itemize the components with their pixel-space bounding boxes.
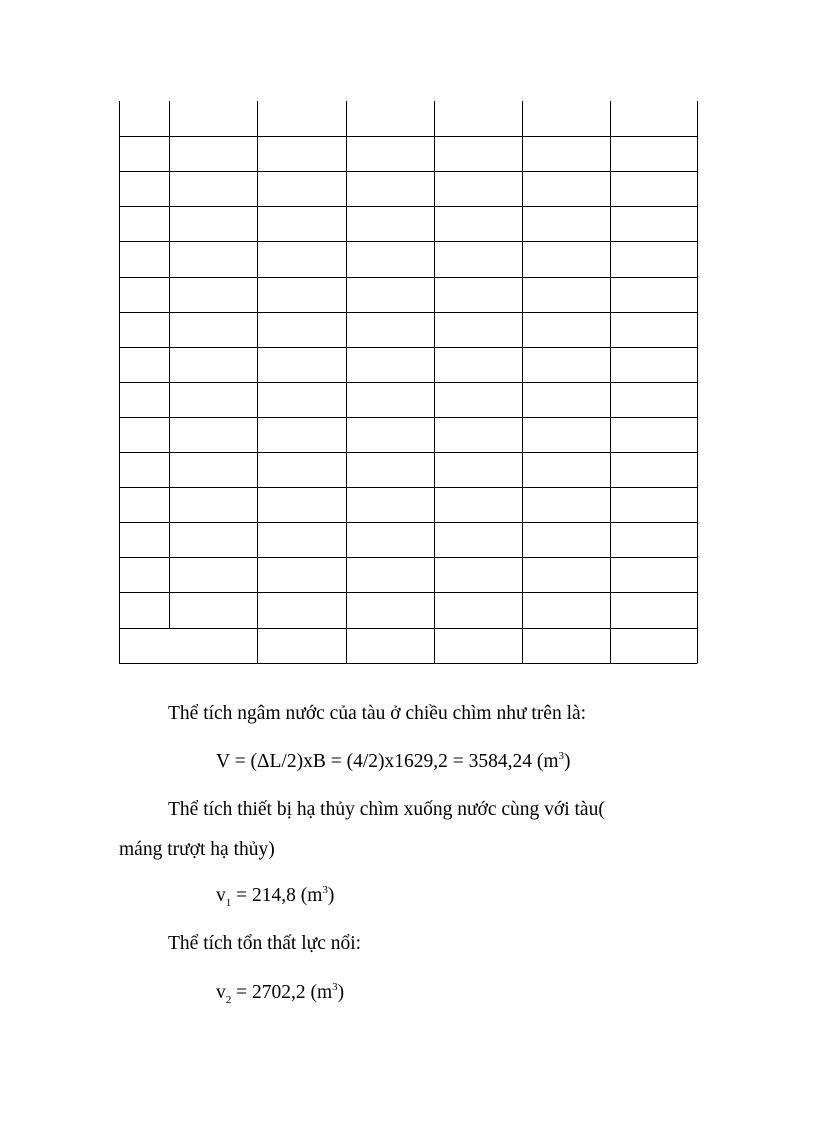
v2-symbol: v: [216, 982, 226, 1003]
v1-exponent: 3: [322, 884, 328, 896]
v1-tail: ): [327, 885, 335, 906]
formula-v-exponent: 3: [558, 750, 565, 762]
v2-tail: ): [337, 982, 345, 1003]
formula-v: [216, 752, 571, 772]
v2-value: = 2702,2 (m: [231, 982, 333, 1003]
formula-v1: [216, 884, 335, 909]
formula-v-text: V = (ΔL/2)xB = (4/2)x1629,2 = 3584,24 (m: [216, 751, 559, 772]
paragraph-launch-equipment: [168, 800, 605, 820]
formula-v-tail: ): [564, 751, 571, 772]
v1-subscript: 1: [225, 897, 232, 909]
paragraph-text: Thể tích tổn thất lực nổi:: [168, 933, 362, 954]
v1-symbol: v: [216, 885, 226, 906]
paragraph-text: Thể tích thiết bị hạ thủy chìm xuống nước cùng với tàu(: [168, 799, 605, 820]
paragraph-launch-equipment-cont: [119, 840, 275, 860]
v2-exponent: 3: [332, 981, 338, 993]
v2-subscript: 2: [225, 994, 232, 1006]
table-lines: [119, 101, 698, 664]
paragraph-buoyancy-loss: [168, 934, 361, 954]
paragraph-text: Thể tích ngâm nước của tàu ở chiều chìm như trên là:: [168, 703, 587, 724]
paragraph-submerged-volume: [168, 704, 586, 724]
formula-v2: [216, 981, 345, 1006]
v1-value: = 214,8 (m: [231, 885, 323, 906]
paragraph-text: máng trượt hạ thủy): [119, 839, 275, 860]
